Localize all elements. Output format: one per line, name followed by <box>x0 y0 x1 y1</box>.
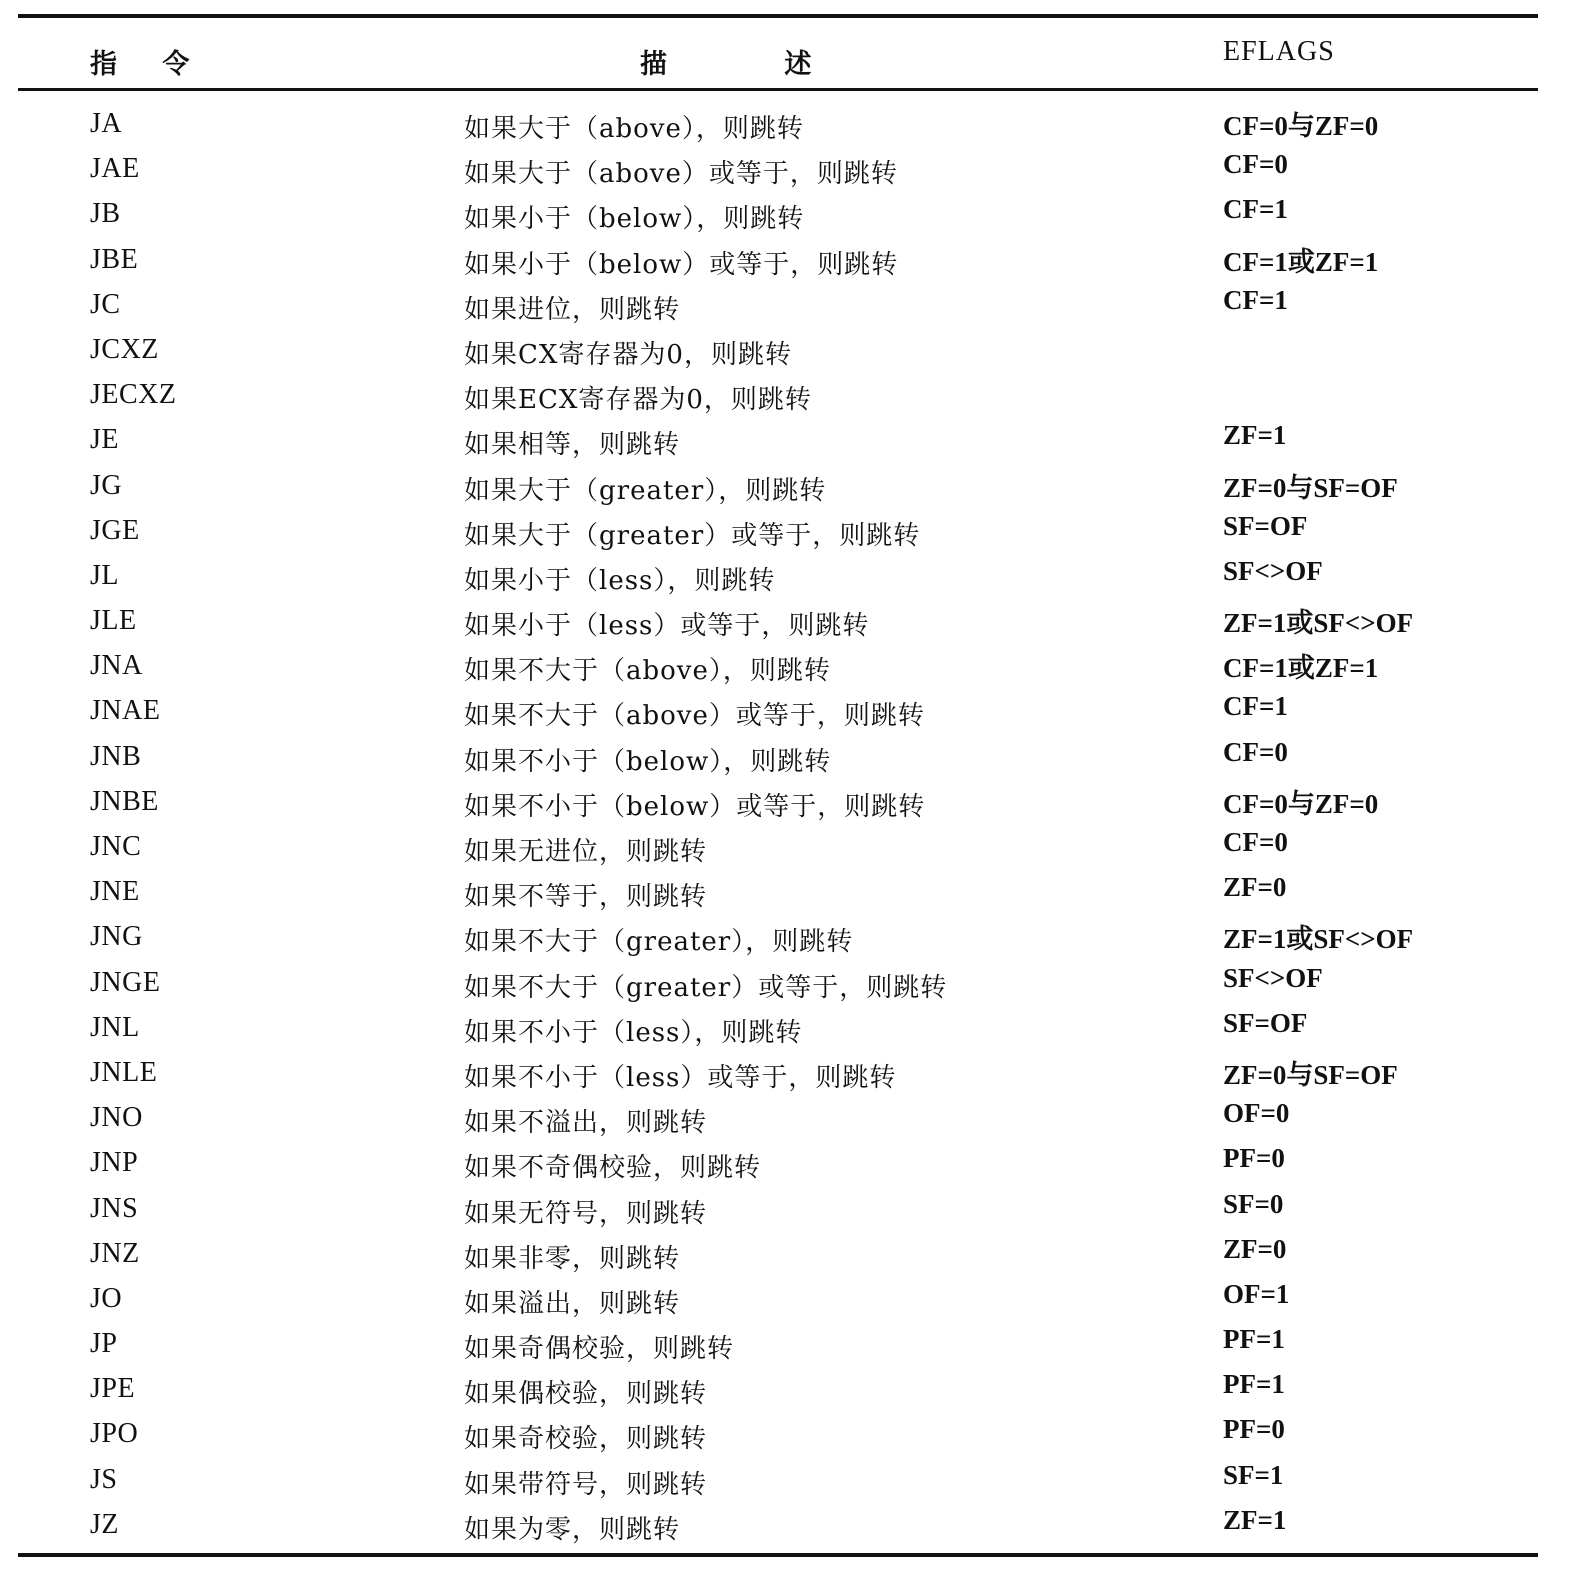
table-row <box>18 601 1538 646</box>
table-body <box>18 104 1538 1550</box>
instruction-cell: JZ <box>90 1508 119 1540</box>
table-row <box>18 375 1538 420</box>
table-bottom-rule <box>18 1553 1538 1557</box>
eflags-cell: SF=OF <box>1223 510 1308 541</box>
description-cell: 如果不奇偶校验，则跳转 <box>464 1153 762 1184</box>
eflags-cell: CF=1 <box>1223 284 1288 315</box>
description-cell: 如果大于（above）或等于，则跳转 <box>464 159 898 190</box>
table-row <box>18 1414 1538 1459</box>
eflags-cell: ZF=0 <box>1223 1233 1287 1264</box>
table-row <box>18 420 1538 465</box>
description-cell: 如果小于（below）或等于，则跳转 <box>464 249 899 280</box>
eflags-cell: CF=1 <box>1223 194 1288 225</box>
table-row <box>18 1143 1538 1188</box>
instruction-cell: JNL <box>90 1011 140 1043</box>
header-eflags: EFLAGS <box>1223 36 1335 67</box>
table-row <box>18 1098 1538 1143</box>
description-cell: 如果奇校验，则跳转 <box>464 1424 708 1455</box>
table-row <box>18 285 1538 330</box>
instruction-cell: JNS <box>90 1192 139 1224</box>
description-cell: 如果溢出，则跳转 <box>464 1288 681 1319</box>
table-row <box>18 149 1538 194</box>
description-cell: 如果进位，则跳转 <box>464 294 681 325</box>
table-row <box>18 691 1538 736</box>
instruction-cell: JPE <box>90 1373 136 1405</box>
description-cell: 如果小于（less），则跳转 <box>464 565 776 596</box>
instruction-cell: JAE <box>90 153 140 185</box>
table-row <box>18 240 1538 285</box>
table-row <box>18 1279 1538 1324</box>
instruction-cell: JNC <box>90 831 142 862</box>
table-top-rule <box>18 14 1538 18</box>
eflags-cell: PF=1 <box>1223 1324 1285 1355</box>
eflags-cell: SF<>OF <box>1223 555 1323 586</box>
instruction-cell: JP <box>90 1328 118 1360</box>
table-row <box>18 330 1538 375</box>
eflags-cell: ZF=0与SF=OF <box>1223 1059 1398 1090</box>
instruction-cell: JNB <box>90 740 142 772</box>
eflags-cell: SF<>OF <box>1223 962 1323 993</box>
table-row <box>18 1505 1538 1550</box>
instruction-cell: JNZ <box>90 1237 140 1269</box>
eflags-cell: OF=1 <box>1223 1278 1290 1309</box>
description-cell: 如果不大于（above）或等于，则跳转 <box>464 701 925 732</box>
table-row <box>18 556 1538 601</box>
eflags-cell: CF=0与ZF=0 <box>1223 111 1379 141</box>
table-row <box>18 104 1538 149</box>
description-cell: 如果大于（greater），则跳转 <box>464 475 827 506</box>
eflags-cell: SF=0 <box>1223 1188 1284 1219</box>
description-cell: 如果无进位，则跳转 <box>464 837 708 867</box>
instruction-cell: JNAE <box>90 695 161 727</box>
table-row <box>18 917 1538 962</box>
instruction-cell: JB <box>90 198 121 230</box>
instruction-cell: JCXZ <box>90 333 159 365</box>
instruction-cell: JL <box>90 559 119 591</box>
eflags-cell: CF=1或ZF=1 <box>1223 653 1379 684</box>
description-cell: 如果为零，则跳转 <box>464 1514 681 1545</box>
eflags-cell: CF=0与ZF=0 <box>1223 788 1379 819</box>
eflags-cell: CF=0 <box>1223 827 1288 857</box>
description-cell: 如果带符号，则跳转 <box>464 1469 708 1500</box>
description-cell: 如果不小于（below）或等于，则跳转 <box>464 791 926 822</box>
eflags-cell: ZF=0与SF=OF <box>1223 472 1398 503</box>
eflags-cell: OF=0 <box>1223 1098 1290 1129</box>
instruction-cell: JNA <box>90 650 143 682</box>
header-instruction: 指 令 <box>90 49 208 80</box>
table-row <box>18 466 1538 511</box>
table-row <box>18 1234 1538 1279</box>
description-cell: 如果无符号，则跳转 <box>464 1198 708 1229</box>
eflags-cell: PF=1 <box>1223 1369 1285 1400</box>
description-cell: 如果小于（less）或等于，则跳转 <box>464 611 870 642</box>
eflags-cell: PF=0 <box>1223 1143 1285 1174</box>
description-cell: 如果不大于（above），则跳转 <box>464 656 831 687</box>
table-header-rule <box>18 88 1538 91</box>
description-cell: 如果不小于（less）或等于，则跳转 <box>464 1062 897 1093</box>
instruction-cell: JNO <box>90 1102 143 1134</box>
instruction-cell: JC <box>90 288 121 320</box>
instruction-cell: JA <box>90 108 123 139</box>
table-header-row <box>18 34 1538 80</box>
table-row <box>18 963 1538 1008</box>
table-row <box>18 827 1538 872</box>
eflags-cell: CF=1 <box>1223 691 1288 722</box>
instruction-cell: JNGE <box>90 966 161 998</box>
table-row <box>18 646 1538 691</box>
table-row <box>18 1324 1538 1369</box>
description-cell: 如果非零，则跳转 <box>464 1243 681 1274</box>
description-cell: 如果不大于（greater）或等于，则跳转 <box>464 972 948 1003</box>
table-row <box>18 1189 1538 1234</box>
instruction-cell: JLE <box>90 605 137 637</box>
eflags-cell: ZF=1或SF<>OF <box>1223 924 1414 955</box>
description-cell: 如果大于（above），则跳转 <box>464 114 804 144</box>
instruction-cell: JNLE <box>90 1056 158 1088</box>
description-cell: 如果不等于，则跳转 <box>464 882 708 913</box>
instruction-cell: JNE <box>90 876 140 908</box>
table-row <box>18 194 1538 239</box>
eflags-cell: ZF=1 <box>1223 1504 1287 1535</box>
eflags-cell: CF=0 <box>1223 149 1288 180</box>
table-row <box>18 872 1538 917</box>
instruction-cell: JGE <box>90 514 140 546</box>
table-row <box>18 782 1538 827</box>
table-row <box>18 1053 1538 1098</box>
description-cell: 如果不小于（less），则跳转 <box>464 1017 803 1048</box>
description-cell: 如果相等，则跳转 <box>464 430 681 461</box>
description-cell: 如果ECX寄存器为0，则跳转 <box>464 385 812 416</box>
table-row <box>18 1369 1538 1414</box>
eflags-cell: ZF=1或SF<>OF <box>1223 608 1414 639</box>
instruction-cell: JBE <box>90 243 139 275</box>
description-cell: 如果不小于（below），则跳转 <box>464 746 832 777</box>
description-cell: 如果不大于（greater），则跳转 <box>464 927 854 958</box>
description-cell: 如果不溢出，则跳转 <box>464 1108 708 1139</box>
description-cell: 如果奇偶校验，则跳转 <box>464 1334 735 1365</box>
description-cell: 如果CX寄存器为0，则跳转 <box>464 339 792 370</box>
instruction-cell: JPO <box>90 1418 139 1450</box>
instruction-cell: JNBE <box>90 785 159 817</box>
instruction-cell: JE <box>90 424 119 456</box>
header-description: 描 述 <box>640 49 866 80</box>
eflags-cell: ZF=0 <box>1223 872 1287 903</box>
table-row <box>18 1008 1538 1053</box>
eflags-cell: CF=1或ZF=1 <box>1223 246 1379 277</box>
instruction-cell: JG <box>90 469 123 501</box>
instruction-cell: JO <box>90 1282 123 1314</box>
instruction-cell: JECXZ <box>90 379 177 411</box>
table-row <box>18 1460 1538 1505</box>
description-cell: 如果偶校验，则跳转 <box>464 1379 708 1410</box>
description-cell: 如果小于（below），则跳转 <box>464 204 805 235</box>
table-row <box>18 737 1538 782</box>
eflags-cell: SF=1 <box>1223 1459 1284 1490</box>
eflags-cell: PF=0 <box>1223 1414 1285 1445</box>
table-row <box>18 511 1538 556</box>
instruction-cell: JS <box>90 1463 118 1495</box>
instruction-cell: JNG <box>90 921 143 953</box>
instruction-cell: JNP <box>90 1147 139 1179</box>
eflags-cell: SF=OF <box>1223 1007 1308 1038</box>
description-cell: 如果大于（greater）或等于，则跳转 <box>464 520 921 551</box>
eflags-cell: CF=0 <box>1223 736 1288 767</box>
eflags-cell: ZF=1 <box>1223 420 1287 451</box>
